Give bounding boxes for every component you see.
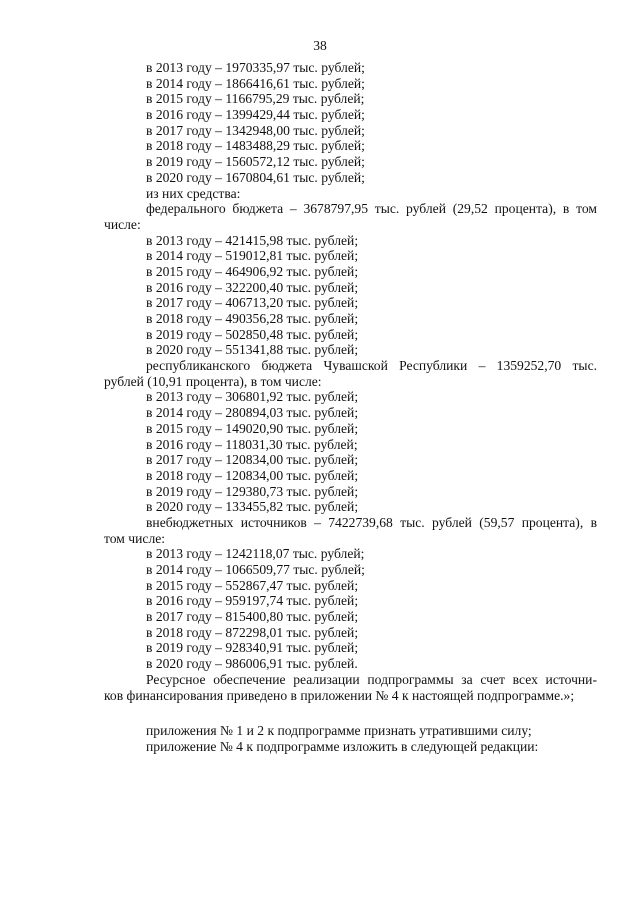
closing-paragraph (104, 672, 597, 703)
extrabudgetary-year-2016: в 2016 году – 959197,74 тыс. рублей; (146, 593, 359, 609)
total-year-2020: в 2020 году – 1670804,61 тыс. рублей; (146, 169, 365, 185)
federal-year-2016: в 2016 году – 322200,40 тыс. рублей; (146, 279, 359, 295)
federal-year-2013: в 2013 году – 421415,98 тыс. рублей; (146, 232, 359, 248)
federal-year-2014: в 2014 году – 519012,81 тыс. рублей; (146, 248, 359, 264)
document-body (104, 60, 597, 755)
total-year-2019: в 2019 году – 1560572,12 тыс. рублей; (146, 154, 365, 170)
extrabudgetary-year-2017: в 2017 году – 815400,80 тыс. рублей; (146, 609, 359, 625)
instruction-2: приложение № 4 к подпрограмме изложить в следующей редакции: (146, 738, 539, 754)
federal-year-2018: в 2018 году – 490356,28 тыс. рублей; (146, 311, 359, 326)
extrabudgetary-year-2018: в 2018 году – 872298,01 тыс. рублей; (146, 624, 359, 640)
federal-heading-line2: числе: (104, 216, 141, 232)
extrabudgetary-year-2020: в 2020 году – 986006,91 тыс. рублей. (146, 656, 358, 672)
republican-heading-line2: рублей (10,91 процента), в том числе: (104, 373, 322, 389)
republican-year-2016: в 2016 году – 118031,30 тыс. рублей; (146, 436, 358, 452)
extrabudgetary-year-2019: в 2019 году – 928340,91 тыс. рублей; (146, 640, 359, 656)
extrabudgetary-section (104, 515, 597, 672)
federal-section (104, 201, 597, 358)
closing-line1: Ресурсное обеспечение реализации подпрограммы за счет всех источни- (146, 671, 597, 687)
extrabudgetary-year-2013: в 2013 году – 1242118,07 тыс. рублей; (146, 546, 365, 562)
republican-section (104, 358, 597, 515)
republican-year-2015: в 2015 году – 149020,90 тыс. рублей; (146, 420, 359, 436)
total-year-2017: в 2017 году – 1342948,00 тыс. рублей; (146, 122, 365, 138)
extrabudgetary-year-2014: в 2014 году – 1066509,77 тыс. рублей; (146, 562, 365, 577)
total-years-list (104, 60, 597, 186)
instructions-list (104, 723, 597, 754)
republican-heading-line1: республиканского бюджета Чувашской Республики – 1359252,70 тыс. (146, 358, 597, 374)
total-year-2016: в 2016 году – 1399429,44 тыс. рублей; (146, 107, 365, 123)
paragraph-gap (104, 703, 597, 723)
federal-heading-line1: федерального бюджета – 3678797,95 тыс. рублей (29,52 процента), в том (146, 201, 597, 217)
federal-year-2015: в 2015 году – 464906,92 тыс. рублей; (146, 263, 359, 279)
total-year-2013: в 2013 году – 1970335,97 тыс. рублей; (146, 60, 365, 75)
republican-year-2019: в 2019 году – 129380,73 тыс. рублей; (146, 483, 359, 499)
republican-year-2017: в 2017 году – 120834,00 тыс. рублей; (146, 452, 359, 468)
closing-line2: ков финансирования приведено в приложении № 4 к настоящей подпрограмме.»; (104, 687, 575, 703)
total-year-2018: в 2018 году – 1483488,29 тыс. рублей; (146, 138, 365, 154)
page-number: 38 (313, 38, 327, 53)
federal-year-2017: в 2017 году – 406713,20 тыс. рублей; (146, 295, 359, 311)
republican-year-2013: в 2013 году – 306801,92 тыс. рублей; (146, 389, 359, 405)
instruction-1: приложения № 1 и 2 к подпрограмме признать утратившими силу; (146, 723, 532, 739)
total-year-2014: в 2014 году – 1866416,61 тыс. рублей; (146, 75, 365, 91)
republican-year-2014: в 2014 году – 280894,03 тыс. рублей; (146, 405, 359, 421)
extrabudgetary-year-2015: в 2015 году – 552867,47 тыс. рублей; (146, 577, 359, 593)
federal-year-2020: в 2020 году – 551341,88 тыс. рублей; (146, 342, 359, 358)
federal-year-2019: в 2019 году – 502850,48 тыс. рублей; (146, 326, 359, 342)
extrabudgetary-heading-line1: внебюджетных источников – 7422739,68 тыс. рублей (59,57 процента), в (146, 514, 597, 530)
republican-year-2020: в 2020 году – 133455,82 тыс. рублей; (146, 499, 359, 515)
of-which-label: из них средства: (146, 185, 241, 201)
extrabudgetary-heading-line2: том числе: (104, 530, 166, 546)
republican-year-2018: в 2018 году – 120834,00 тыс. рублей; (146, 467, 359, 483)
total-year-2015: в 2015 году – 1166795,29 тыс. рублей; (146, 91, 365, 107)
